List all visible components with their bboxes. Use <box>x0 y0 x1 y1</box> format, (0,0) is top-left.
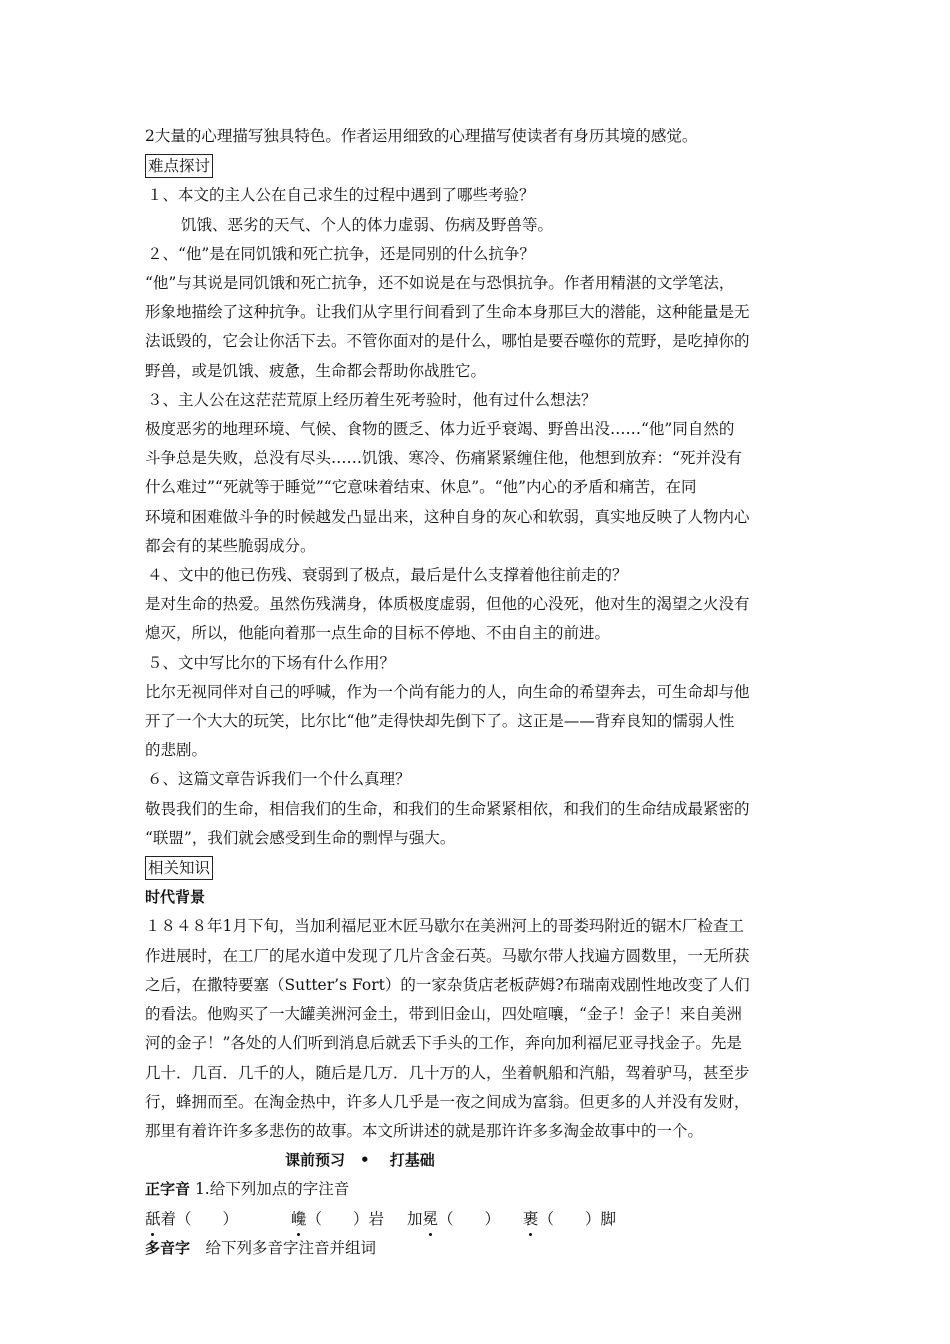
label-pronunciation: 正字音 <box>145 1180 191 1199</box>
dotted-char: 巉 <box>291 1205 307 1234</box>
section-heading-related: 相关知识 <box>145 856 213 880</box>
question-6: ６、这篇文章告诉我们一个什么真理？ <box>147 770 411 789</box>
background-line: 行，蜂拥而至。在淘金热中，许多人几乎是一夜之间成为富翁。但更多的人并没有发财， <box>145 1092 750 1111</box>
answer-5-line: 开了一个大大的玩笑，比尔比“他”走得快却先倒下了。这正是——背弃良知的懦弱人性 <box>145 712 735 731</box>
dotted-char: 裹 <box>523 1205 539 1234</box>
background-line: １８４８年1月下旬，当加利福尼亚木匠马歇尔在美洲河上的哥娄玛附近的锯木厂检查工 <box>145 917 744 936</box>
answer-3-line: 什么难过”“死就等于睡觉”“它意味着结束、休息”。“他”内心的矛盾和痛苦，在同 <box>145 478 697 497</box>
pinyin-item-3: 加冕（ ） <box>407 1210 500 1228</box>
pinyin-exercise-row <box>145 1205 825 1234</box>
polyphone-instruction: 给下列多音字注音并组词 <box>190 1238 377 1257</box>
question-2: ２、“他”是在同饥饿和死亡抗争，还是同别的什么抗争？ <box>147 244 535 263</box>
text-line: 2大量的心理描写独具特色。作者运用细致的心理描写使读者有身历其境的感觉。 <box>145 127 698 145</box>
question-5: ５、文中写比尔的下场有什么作用？ <box>147 653 396 672</box>
background-line: 的看法。他购买了一大罐美洲河金土，带到旧金山，四处喧嚷，“金子！金子！来自美洲 <box>145 1005 742 1024</box>
answer-5-line: 比尔无视同伴对自己的呼喊，作为一个尚有能力的人，向生命的希望奔去，可生命却与他 <box>145 682 750 701</box>
background-line: 那里有着许许多多悲伤的故事。本文所讲述的就是那许许多多淘金故事中的一个。 <box>145 1121 704 1140</box>
dotted-char: 舐 <box>145 1205 161 1234</box>
preview-heading: 课前预习 • 打基础 <box>285 1151 435 1170</box>
answer-2-line: 野兽，或是饥饿、疲惫，生命都会帮助你战胜它。 <box>145 361 487 380</box>
pinyin-item-2: 巉（ ）岩 <box>291 1210 384 1228</box>
answer-3-line: 环境和困难做斗争的时候越发凸显出来，这种自身的灰心和软弱，真实地反映了人物内心 <box>145 507 750 526</box>
pinyin-item-1: 舐着（ ） <box>145 1210 238 1228</box>
subheading-background: 时代背景 <box>145 888 206 907</box>
answer-3-line: 都会有的某些脆弱成分。 <box>145 536 316 555</box>
dotted-char: 冕 <box>422 1205 438 1234</box>
background-line: 几十．几百．几千的人，随后是几万．几十万的人，坐着帆船和汽船，驾着驴马，甚至步 <box>145 1063 750 1082</box>
answer-3-line: 极度恶劣的地理环境、气候、食物的匮乏、体力近乎衰竭、野兽出没……“他”同自然的 <box>145 420 735 439</box>
question-4: ４、文中的他已伤残、衰弱到了极点，最后是什么支撑着他往前走的？ <box>147 566 628 585</box>
background-line: 作进展时，在工厂的尾水道中发现了几片含金石英。马歇尔带人找遍方圆数里，一无所获 <box>145 946 750 965</box>
answer-4-line: 是对生命的热爱。虽然伤残满身，体质极度虚弱，但他的心没死，他对生的渴望之火没有 <box>145 595 750 614</box>
section-heading-difficulty: 难点探讨 <box>145 154 213 178</box>
background-line: 河的金子！”各处的人们听到消息后就丢下手头的工作，奔向加利福尼亚寻找金子。先是 <box>145 1034 742 1053</box>
answer-2-line: 形象地描绘了这种抗争。让我们从字里行间看到了生命本身那巨大的潜能，这种能量是无 <box>145 303 750 322</box>
answer-6-line: “联盟”，我们就会感受到生命的剽悍与强大。 <box>145 828 456 847</box>
answer-5-line: 的悲剧。 <box>145 741 208 760</box>
answer-3-line: 斗争总是失败，总没有尽头……饥饿、寒冷、伤痛紧紧缠住他，他想到放弃：“死并没有 <box>145 449 742 468</box>
answer-2-line: “他”与其说是同饥饿和死亡抗争，还不如说是在与恐惧抗争。作者用精湛的文学笔法， <box>145 274 735 293</box>
question-3: ３、主人公在这茫茫荒原上经历着生死考验时，他有过什么想法？ <box>147 390 597 409</box>
answer-4-line: 熄灭，所以，他能向着那一点生命的目标不停地、不由自主的前进。 <box>145 624 611 643</box>
answer-6-line: 敬畏我们的生命，相信我们的生命，和我们的生命紧紧相依，和我们的生命结成最紧密的 <box>145 799 750 818</box>
answer-1: 饥饿、恶劣的天气、个人的体力虚弱、伤病及野兽等。 <box>181 215 554 234</box>
background-line: 之后，在撒特要塞（Sutter’s Fort）的一家杂货店老板萨姆?布瑞南戏剧性地改变了人们 <box>145 975 750 994</box>
question-1: １、本文的主人公在自己求生的过程中遇到了哪些考验？ <box>147 186 535 205</box>
pinyin-item-4: 裹（ ）脚 <box>523 1210 616 1228</box>
label-polyphone: 多音字 <box>145 1238 191 1257</box>
document-page <box>145 122 825 1263</box>
answer-2-line: 法诋毁的，它会让你活下去。不管你面对的是什么，哪怕是要吞噬你的荒野，是吃掉你的 <box>145 332 750 351</box>
pronunciation-instruction: 1.给下列加点的字注音 <box>190 1180 350 1199</box>
